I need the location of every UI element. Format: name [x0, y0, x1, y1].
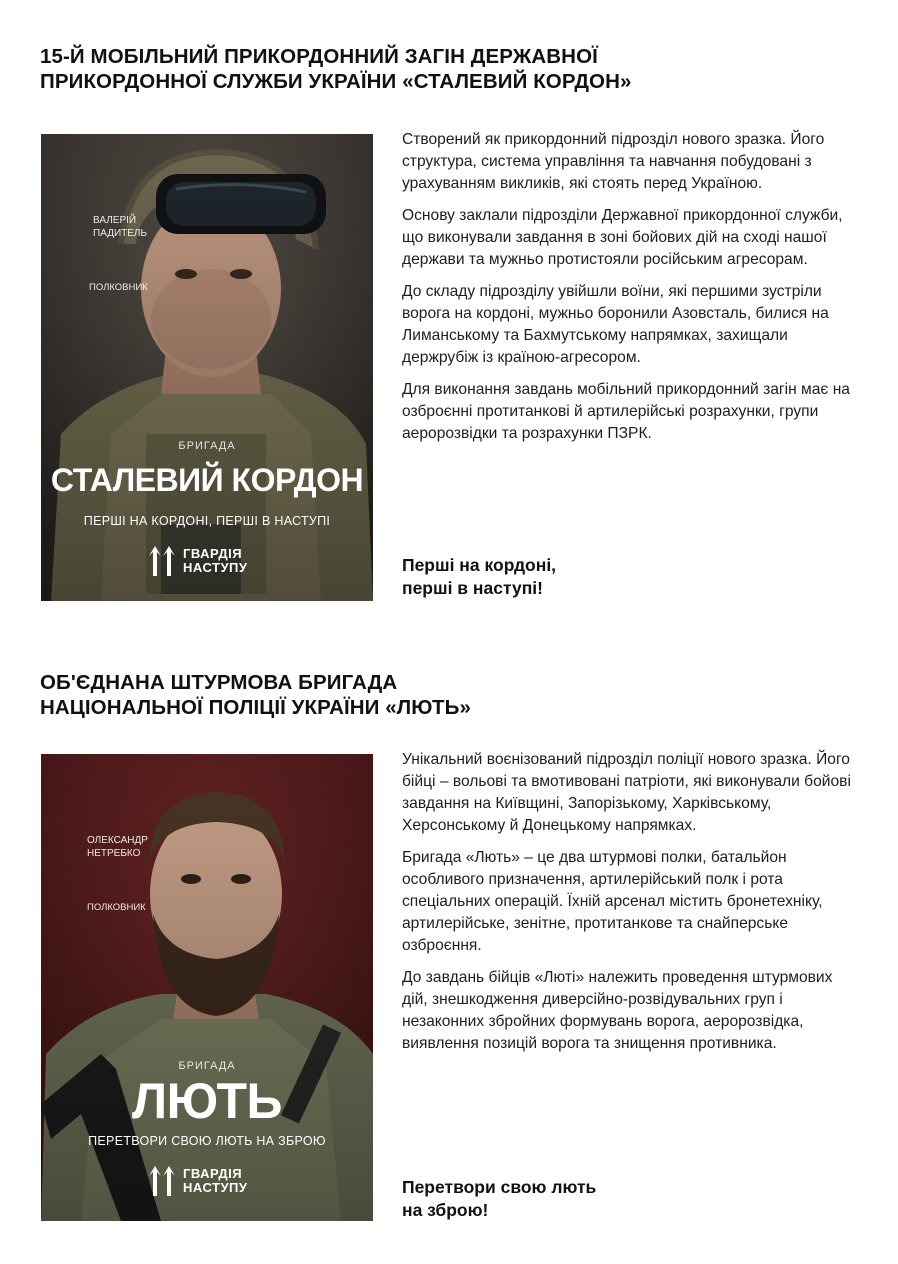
logo-line: НАСТУПУ: [183, 560, 248, 575]
slogan-line: на зброю!: [402, 1200, 489, 1220]
arrows-logo-icon: [149, 1166, 175, 1196]
section-description: [402, 129, 862, 455]
logo-text: [183, 1167, 247, 1195]
brigade-slogan: ПЕРШІ НА КОРДОНІ, ПЕРШІ В НАСТУПІ: [83, 514, 331, 528]
brigade-label: БРИГАДА: [178, 1060, 236, 1072]
soldier-rank: ПОЛКОВНИК: [87, 902, 146, 913]
slogan-line: Перші на кордоні,: [402, 555, 557, 575]
section-title-steel-border: [40, 44, 860, 94]
name-line: НЕТРЕБКО: [87, 848, 141, 859]
guard-of-offensive-logo: [149, 546, 247, 576]
section-slogan: [402, 554, 556, 600]
name-line: ОЛЕКСАНДР: [87, 835, 148, 846]
logo-line: НАСТУПУ: [183, 1180, 248, 1195]
paragraph: Основу заклали підрозділи Державної прикордонної служби, що виконували завдання в зоні бойових дій на сході нашої держави та мужньо протистояли російським агресорам.: [402, 207, 843, 268]
logo-line: ГВАРДІЯ: [183, 546, 243, 561]
section-title-lyut: [40, 670, 860, 720]
section-description: [402, 749, 862, 1065]
slogan-line: перші в наступі!: [402, 578, 543, 598]
title-line: ОБ'ЄДНАНА ШТУРМОВА БРИГАДА: [40, 671, 398, 694]
title-line: НАЦІОНАЛЬНОЇ ПОЛІЦІЇ УКРАЇНИ «ЛЮТЬ»: [40, 696, 471, 719]
arrows-logo-icon: [149, 546, 175, 576]
slogan-line: Перетвори свою лють: [402, 1177, 597, 1197]
paragraph: До завдань бійців «Люті» належить проведення штурмових дій, знешкодження диверсійно-розвідувальних груп і незаконних збройних формувань ворога, аеророзвідка, виявлення позицій ворога та знищення противника.: [402, 969, 833, 1052]
logo-text: [183, 547, 247, 575]
paragraph: До складу підрозділу увійшли воїни, які першими зустріли ворога на кордоні, мужньо боронили Азовсталь, билися на Лиманському та Бахмутському напрямках, захищали держрубіж із країною-агресором.: [402, 283, 829, 366]
logo-line: ГВАРДІЯ: [183, 1166, 243, 1181]
soldier-name: [87, 834, 148, 860]
soldier-name: [93, 214, 147, 240]
name-line: ВАЛЕРІЙ: [93, 215, 137, 226]
brigade-name: ЛЮТЬ: [132, 1073, 282, 1129]
paragraph: Створений як прикордонний підрозділ нового зразка. Його структура, система управління та навчання побудовані з урахуванням викликів, які стоять перед Україною.: [402, 131, 825, 192]
guard-of-offensive-logo: [149, 1166, 247, 1196]
paragraph: Бригада «Лють» – це два штурмові полки, батальйон особливого призначення, артилерійський полк і рота спеціальних операцій. Їхній арсенал містить бронетехніку, артилерійське, зенітне, протитанкове та снайперське озброєння.: [402, 849, 823, 954]
section-slogan: [402, 1176, 596, 1222]
paragraph: Для виконання завдань мобільний прикордонний загін має на озброєнні протитанкові й артилерійські розрахунки, групи аеророзвідки та розрахунки ПЗРК.: [402, 381, 850, 442]
brigade-name: СТАЛЕВИЙ КОРДОН: [50, 462, 364, 498]
brigade-poster-lyut: [41, 754, 373, 1221]
title-line: ПРИКОРДОННОЇ СЛУЖБИ УКРАЇНИ «СТАЛЕВИЙ КОРДОН»: [40, 70, 632, 93]
brigade-label: БРИГАДА: [178, 440, 236, 452]
brigade-poster-steel-border: [41, 134, 373, 601]
paragraph: Унікальний воєнізований підрозділ поліції нового зразка. Його бійці – вольові та вмотивовані патріоти, які виконували бойові завдання на Київщині, Запорізькому, Харківському, Херсонському й Донецькому напрямках.: [402, 751, 851, 834]
title-line: 15-Й МОБІЛЬНИЙ ПРИКОРДОННИЙ ЗАГІН ДЕРЖАВНОЇ: [40, 45, 598, 68]
soldier-portrait-illustration: [41, 134, 373, 601]
soldier-rank: ПОЛКОВНИК: [89, 282, 148, 293]
soldier-portrait-illustration: [41, 754, 373, 1221]
brigade-slogan: ПЕРЕТВОРИ СВОЮ ЛЮТЬ НА ЗБРОЮ: [88, 1134, 326, 1148]
name-line: ПАДИТЕЛЬ: [93, 228, 148, 239]
